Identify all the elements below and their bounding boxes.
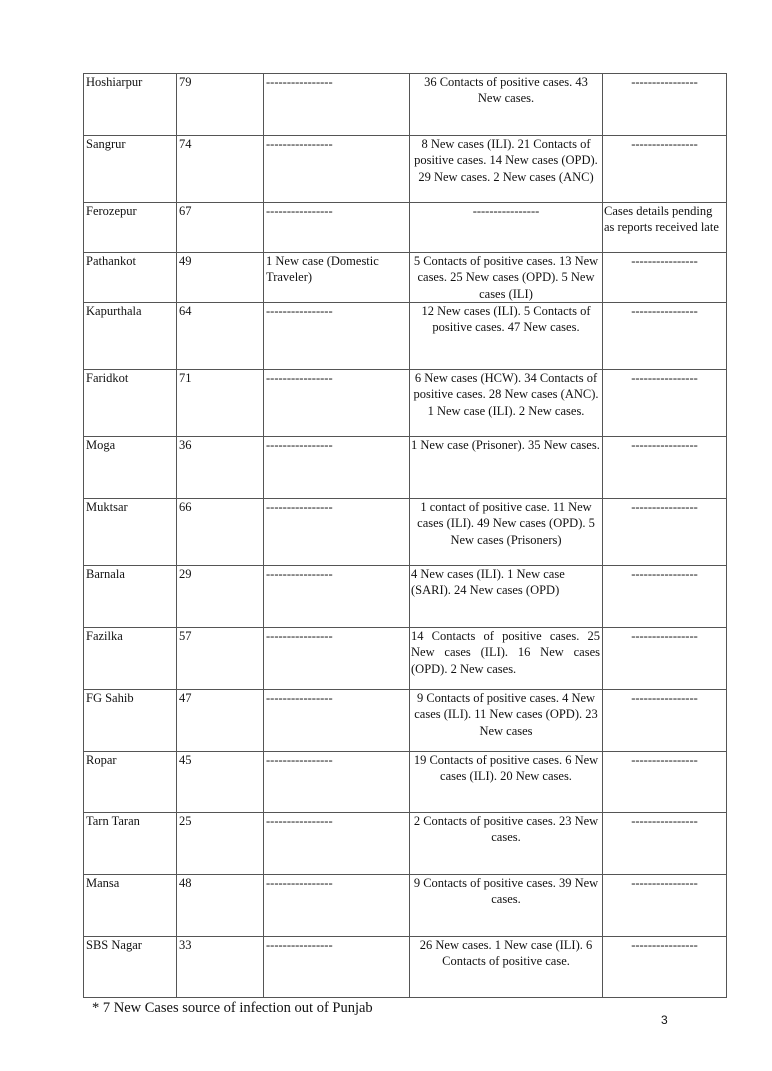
travel-history: ----------------	[264, 628, 410, 690]
case-count: 45	[177, 752, 264, 813]
table-row	[84, 303, 727, 370]
case-description: 2 Contacts of positive cases. 23 New cases.	[410, 813, 603, 875]
table-row	[84, 813, 727, 875]
table-row	[84, 937, 727, 998]
remark: ----------------	[603, 690, 727, 752]
remark: ----------------	[603, 752, 727, 813]
remark: ----------------	[603, 136, 727, 203]
district-name: Barnala	[84, 566, 177, 628]
district-name: Ropar	[84, 752, 177, 813]
travel-history: ----------------	[264, 303, 410, 370]
case-count: 25	[177, 813, 264, 875]
travel-history: 1 New case (Domestic Traveler)	[264, 253, 410, 303]
case-count: 57	[177, 628, 264, 690]
district-name: Fazilka	[84, 628, 177, 690]
case-count: 74	[177, 136, 264, 203]
case-description: 36 Contacts of positive cases. 43 New cases.	[410, 74, 603, 136]
table-row	[84, 628, 727, 690]
travel-history: ----------------	[264, 499, 410, 566]
district-name: Hoshiarpur	[84, 74, 177, 136]
case-description: 5 Contacts of positive cases. 13 New cases. 25 New cases (OPD). 5 New cases (ILI)	[410, 253, 603, 303]
district-name: SBS Nagar	[84, 937, 177, 998]
case-description: 14 Contacts of positive cases. 25 New cases (ILI). 16 New cases (OPD). 2 New cases.	[410, 628, 603, 690]
district-name: Tarn Taran	[84, 813, 177, 875]
case-count: 48	[177, 875, 264, 937]
table-row	[84, 499, 727, 566]
case-count: 66	[177, 499, 264, 566]
page-number: 3	[661, 1013, 668, 1027]
footnote: * 7 New Cases source of infection out of Punjab	[92, 1000, 373, 1016]
travel-history: ----------------	[264, 74, 410, 136]
district-cases-table	[83, 73, 727, 998]
case-count: 67	[177, 203, 264, 253]
case-count: 79	[177, 74, 264, 136]
district-name: Pathankot	[84, 253, 177, 303]
table-row	[84, 203, 727, 253]
travel-history: ----------------	[264, 937, 410, 998]
table-row	[84, 370, 727, 437]
travel-history: ----------------	[264, 690, 410, 752]
case-description: 1 New case (Prisoner). 35 New cases.	[410, 437, 603, 499]
table-row	[84, 74, 727, 136]
case-description: ----------------	[410, 203, 603, 253]
table-row	[84, 253, 727, 303]
remark: ----------------	[603, 566, 727, 628]
table-row	[84, 690, 727, 752]
table-row	[84, 136, 727, 203]
case-count: 47	[177, 690, 264, 752]
case-description: 19 Contacts of positive cases. 6 New cases (ILI). 20 New cases.	[410, 752, 603, 813]
case-description: 4 New cases (ILI). 1 New case (SARI). 24 New cases (OPD)	[410, 566, 603, 628]
case-description: 1 contact of positive case. 11 New cases (ILI). 49 New cases (OPD). 5 New cases (Prisoners)	[410, 499, 603, 566]
remark: ----------------	[603, 303, 727, 370]
travel-history: ----------------	[264, 813, 410, 875]
table-row	[84, 875, 727, 937]
case-description: 12 New cases (ILI). 5 Contacts of positive cases. 47 New cases.	[410, 303, 603, 370]
case-count: 49	[177, 253, 264, 303]
district-name: Faridkot	[84, 370, 177, 437]
table-row	[84, 566, 727, 628]
travel-history: ----------------	[264, 875, 410, 937]
case-description: 8 New cases (ILI). 21 Contacts of positive cases. 14 New cases (OPD). 29 New cases. 2 New cases (ANC)	[410, 136, 603, 203]
case-description: 9 Contacts of positive cases. 4 New cases (ILI). 11 New cases (OPD). 23 New cases	[410, 690, 603, 752]
case-description: 6 New cases (HCW). 34 Contacts of positive cases. 28 New cases (ANC). 1 New case (ILI). 2 New cases.	[410, 370, 603, 437]
travel-history: ----------------	[264, 752, 410, 813]
district-name: Moga	[84, 437, 177, 499]
remark: Cases details pending as reports received late	[603, 203, 727, 253]
case-description: 9 Contacts of positive cases. 39 New cases.	[410, 875, 603, 937]
remark: ----------------	[603, 875, 727, 937]
remark: ----------------	[603, 253, 727, 303]
travel-history: ----------------	[264, 437, 410, 499]
district-name: Sangrur	[84, 136, 177, 203]
remark: ----------------	[603, 499, 727, 566]
remark: ----------------	[603, 813, 727, 875]
case-count: 64	[177, 303, 264, 370]
district-name: Mansa	[84, 875, 177, 937]
district-name: Ferozepur	[84, 203, 177, 253]
travel-history: ----------------	[264, 136, 410, 203]
district-name: Kapurthala	[84, 303, 177, 370]
district-name: Muktsar	[84, 499, 177, 566]
case-count: 33	[177, 937, 264, 998]
travel-history: ----------------	[264, 566, 410, 628]
remark: ----------------	[603, 437, 727, 499]
remark: ----------------	[603, 74, 727, 136]
case-count: 71	[177, 370, 264, 437]
table-row	[84, 752, 727, 813]
remark: ----------------	[603, 937, 727, 998]
travel-history: ----------------	[264, 370, 410, 437]
case-count: 36	[177, 437, 264, 499]
travel-history: ----------------	[264, 203, 410, 253]
case-count: 29	[177, 566, 264, 628]
remark: ----------------	[603, 628, 727, 690]
remark: ----------------	[603, 370, 727, 437]
case-description: 26 New cases. 1 New case (ILI). 6 Contacts of positive case.	[410, 937, 603, 998]
table-row	[84, 437, 727, 499]
district-name: FG Sahib	[84, 690, 177, 752]
